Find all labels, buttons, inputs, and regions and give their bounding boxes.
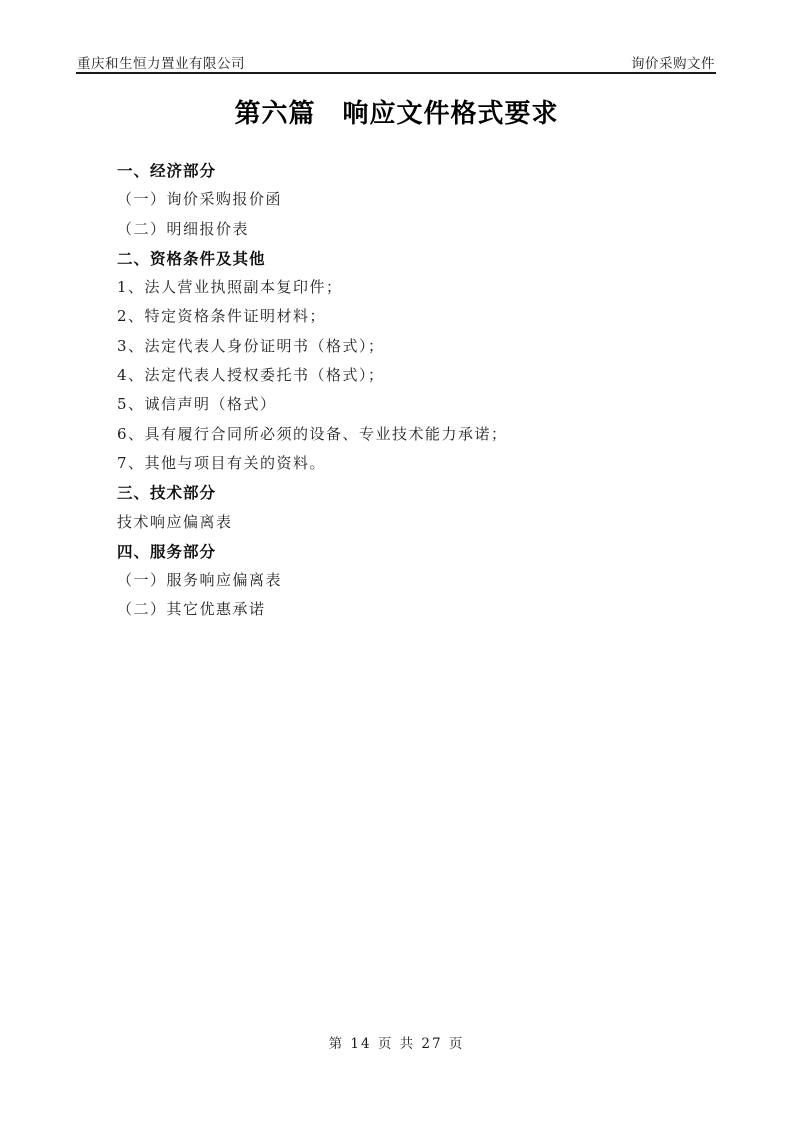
header-doc-type: 询价采购文件	[631, 56, 715, 72]
page-number-label: 第 14 页 共 27 页	[328, 1036, 465, 1052]
list-item: （一）询价采购报价函	[117, 190, 283, 209]
header-rule	[76, 72, 716, 74]
section-heading-economic: 一、经济部分	[117, 161, 217, 180]
list-item: 技术响应偏离表	[117, 512, 233, 531]
page-footer	[0, 1032, 793, 1052]
page-header	[77, 52, 715, 72]
list-item: （二）明细报价表	[117, 219, 250, 238]
header-company-name: 重庆和生恒力置业有限公司	[77, 56, 245, 72]
list-item: 1、法人营业执照副本复印件；	[117, 278, 343, 297]
list-item: 4、法定代表人授权委托书（格式）；	[117, 366, 385, 385]
list-item: （二）其它优惠承诺	[117, 600, 266, 619]
section-heading-technical: 三、技术部分	[117, 483, 217, 503]
section-heading-qualification: 二、资格条件及其他	[117, 248, 266, 268]
section-heading-service: 四、服务部分	[117, 541, 217, 561]
list-item: 3、法定代表人身份证明书（格式）；	[117, 336, 385, 355]
list-item: （一）服务响应偏离表	[117, 571, 283, 590]
list-item: 7、其他与项目有关的资料。	[117, 453, 327, 472]
list-item: 5、诚信声明（格式）	[117, 395, 277, 414]
list-item: 2、特定资格条件证明材料；	[117, 307, 327, 326]
document-title: 第六篇 响应文件格式要求	[234, 99, 559, 129]
document-body	[117, 156, 717, 625]
list-item: 6、具有履行合同所必须的设备、专业技术能力承诺；	[117, 424, 508, 443]
